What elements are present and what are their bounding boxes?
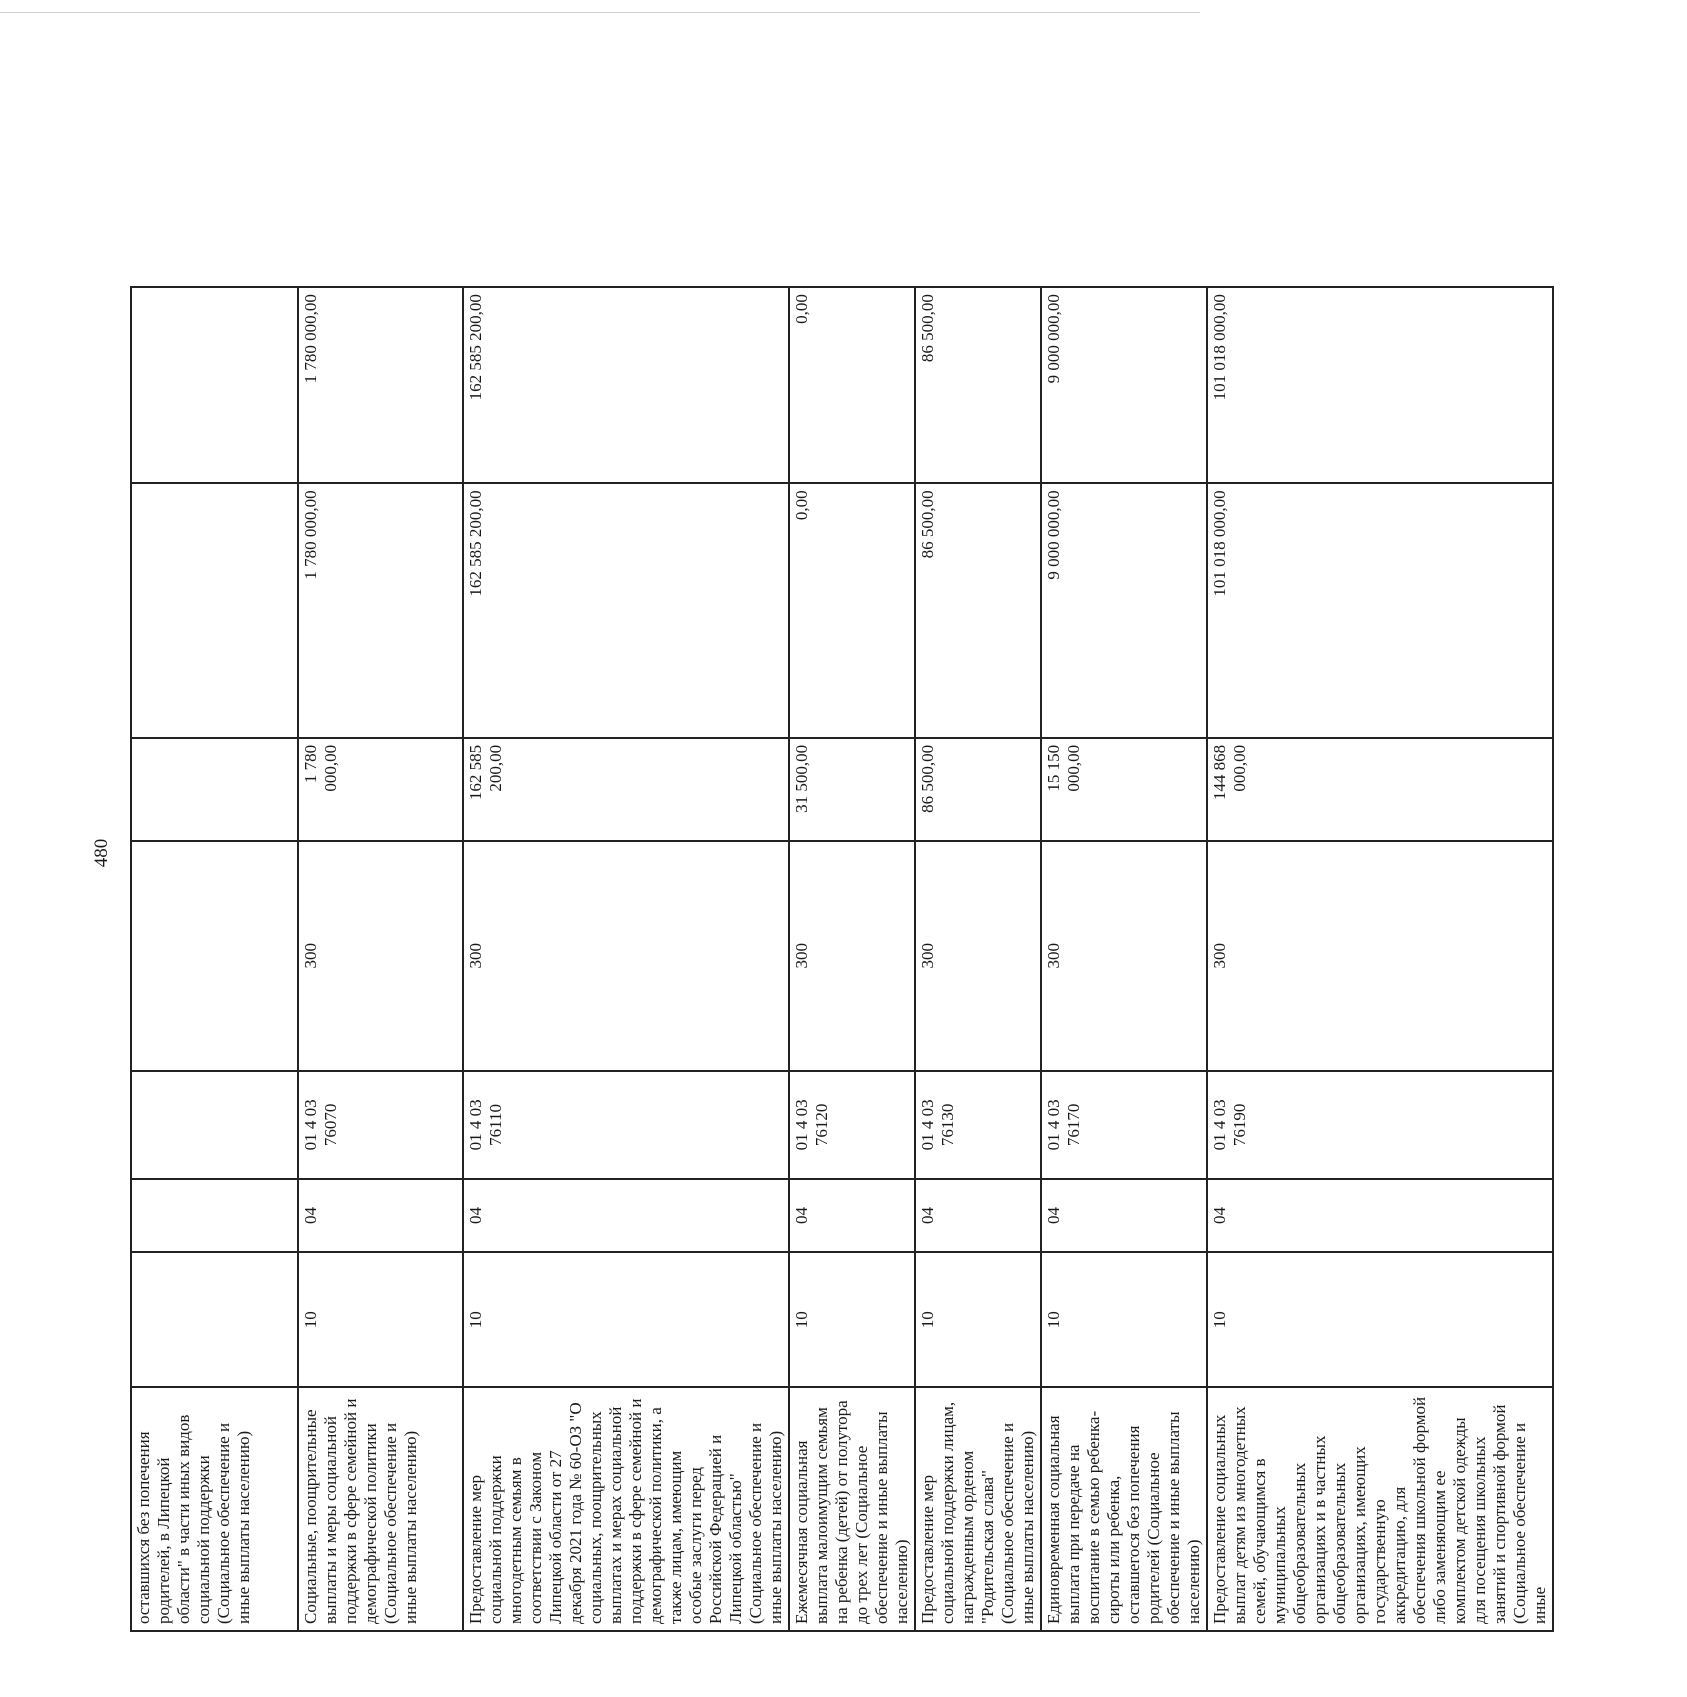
target-article-cell [131, 1071, 298, 1179]
row-name-cell: Предоставление мер социальной поддержки многодетным семьям в соответствии с Законом Липецкой области от 27 декабря 2021 года № 60-ОЗ "О социальных, поощрительных выплатах и мерах социальной поддержки в сфере семейной и демографической политики, а также лицам, имеющим особые заслуги перед Российской Федерацией и Липецкой областью" (Социальное обеспечение и иные выплаты населению) [463, 1387, 789, 1631]
amount-year2-cell: 9 000 000,00 [1041, 483, 1207, 737]
target-article-cell: 01 4 03 76120 [789, 1071, 915, 1179]
row-name-cell: оставшихся без попечения родителей, в Липецкой области" в части иных видов социальной поддержки (Социальное обеспечение и иные выплаты населению) [131, 1387, 298, 1631]
section-cell: 10 [463, 1252, 789, 1387]
amount-year2-cell: 1 780 000,00 [298, 483, 463, 737]
target-article-cell: 01 4 03 76110 [463, 1071, 789, 1179]
table-row [298, 76, 463, 1631]
amount-year3-cell: 0,00 [789, 287, 915, 483]
expense-type-cell: 300 [1207, 841, 1553, 1071]
subsection-cell: 04 [1041, 1179, 1207, 1252]
expense-type-cell: 300 [915, 841, 1041, 1071]
amount-year3-cell: 86 500,00 [915, 287, 1041, 483]
amount-year1-cell [131, 738, 298, 841]
expense-type-cell [131, 841, 298, 1071]
amount-year3-cell: 101 018 000,00 [1207, 287, 1553, 483]
section-cell: 10 [1041, 1252, 1207, 1387]
subsection-cell [131, 1179, 298, 1252]
expense-type-cell: 300 [463, 841, 789, 1071]
section-cell: 10 [915, 1252, 1041, 1387]
table-row [915, 76, 1041, 1631]
amount-year3-cell: 1 780 000,00 [298, 287, 463, 483]
target-article-cell: 01 4 03 76190 [1207, 1071, 1553, 1179]
table-row [789, 76, 915, 1631]
subsection-cell: 04 [1207, 1179, 1553, 1252]
amount-year1-cell: 15 150 000,00 [1041, 738, 1207, 841]
target-article-cell: 01 4 03 76170 [1041, 1071, 1207, 1179]
section-cell: 10 [298, 1252, 463, 1387]
row-name-cell: Предоставление социальных выплат детям из многодетных семей, обучающимся в муниципальных общеобразовательных организациях и в частных общеобразовательных организациях, имеющих государственную аккредитацию, для обеспечения школьной формой либо заменяющим ее комплектом детской одежды для посещения школьных занятий и спортивной формой (Социальное обеспечение и иные [1207, 1387, 1553, 1631]
row-name-cell: Социальные, поощрительные выплаты и меры социальной поддержки в сфере семейной и демографической политики (Социальное обеспечение и иные выплаты населению) [298, 1387, 463, 1631]
amount-year1-cell: 86 500,00 [915, 738, 1041, 841]
amount-year1-cell: 162 585 200,00 [463, 738, 789, 841]
amount-year2-cell [131, 483, 298, 737]
target-article-cell: 01 4 03 76070 [298, 1071, 463, 1179]
section-cell [131, 1252, 298, 1387]
table-row [1207, 76, 1553, 1631]
row-name-cell: Предоставление мер социальной поддержки лицам, награжденным орденом "Родительская слава" (Социальное обеспечение и иные выплаты населению) [915, 1387, 1041, 1631]
page-number: 480 [91, 838, 112, 868]
section-cell: 10 [789, 1252, 915, 1387]
amount-year1-cell: 31 500,00 [789, 738, 915, 841]
expense-type-cell: 300 [298, 841, 463, 1071]
amount-year3-cell [131, 287, 298, 483]
amount-year2-cell: 162 585 200,00 [463, 483, 789, 737]
amount-year2-cell: 0,00 [789, 483, 915, 737]
scan-top-edge [0, 12, 1200, 13]
target-article-cell: 01 4 03 76130 [915, 1071, 1041, 1179]
table-row [463, 76, 789, 1631]
table-row [1041, 76, 1207, 1631]
row-name-cell: Единовременная социальная выплата при передаче на воспитание в семью ребенка-сироты или ребенка, оставшегося без попечения родителей (Социальное обеспечение и иные выплаты населению) [1041, 1387, 1207, 1631]
subsection-cell: 04 [915, 1179, 1041, 1252]
budget-table-container [130, 75, 1687, 1624]
table-row [131, 76, 298, 1631]
row-name-cell: Ежемесячная социальная выплата малоимущим семьям на ребенка (детей) от полутора до трех лет (Социальное обеспечение и иные выплаты населению) [789, 1387, 915, 1631]
subsection-cell: 04 [789, 1179, 915, 1252]
amount-year2-cell: 86 500,00 [915, 483, 1041, 737]
amount-year2-cell: 101 018 000,00 [1207, 483, 1553, 737]
amount-year1-cell: 144 868 000,00 [1207, 738, 1553, 841]
subsection-cell: 04 [463, 1179, 789, 1252]
section-cell: 10 [1207, 1252, 1553, 1387]
amount-year3-cell: 162 585 200,00 [463, 287, 789, 483]
budget-table [130, 75, 1554, 1632]
amount-year1-cell: 1 780 000,00 [298, 738, 463, 841]
expense-type-cell: 300 [1041, 841, 1207, 1071]
subsection-cell: 04 [298, 1179, 463, 1252]
amount-year3-cell: 9 000 000,00 [1041, 287, 1207, 483]
expense-type-cell: 300 [789, 841, 915, 1071]
